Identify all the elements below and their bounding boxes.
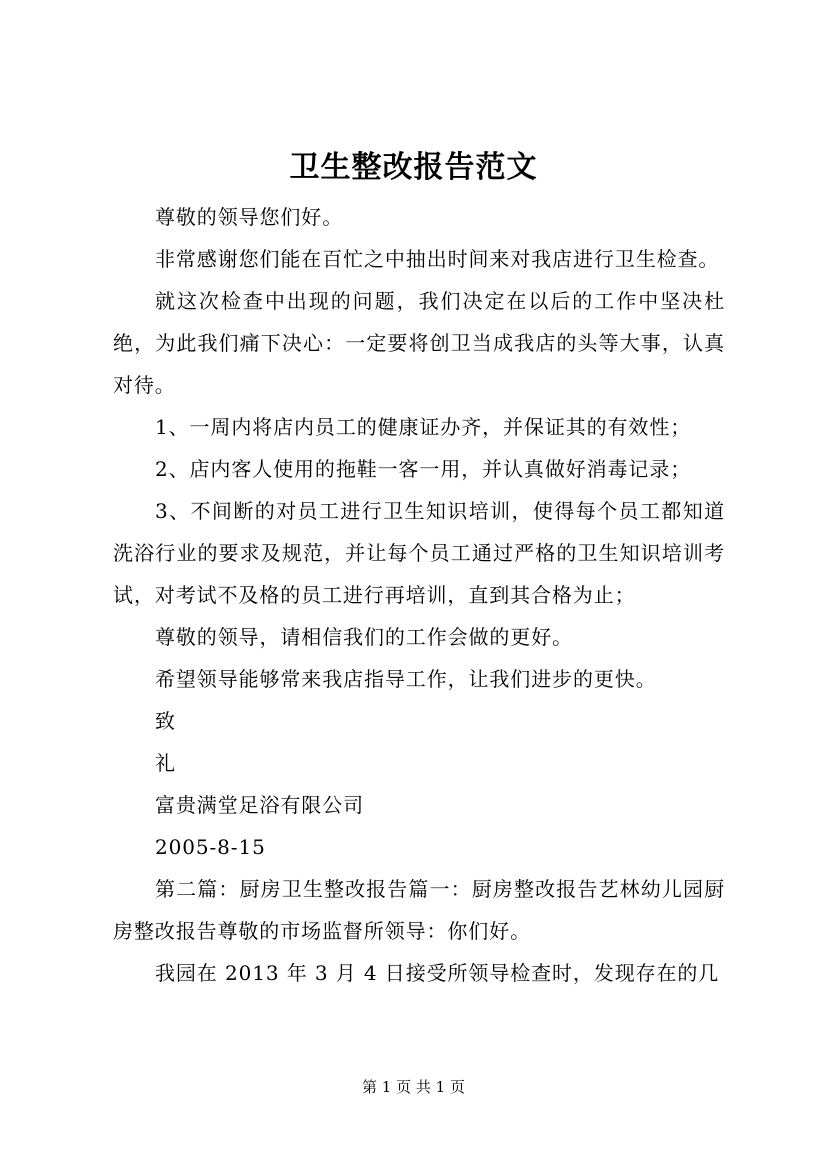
paragraph-item-2: 2、店内客人使用的拖鞋一客一用，并认真做好消毒记录； xyxy=(155,457,692,481)
paragraph-item-1: 1、一周内将店内员工的健康证办齐，并保证其的有效性； xyxy=(155,415,692,439)
document-title: 卫生整改报告范文 xyxy=(289,150,538,185)
paragraph-closing-li: 礼 xyxy=(155,751,176,775)
paragraph-hope: 希望领导能够常来我店指导工作，让我们进步的更快。 xyxy=(155,667,657,691)
paragraph-company: 富贵满堂足浴有限公司 xyxy=(155,793,364,817)
page-footer: 第 1 页 共 1 页 xyxy=(362,1078,465,1096)
paragraph-thanks: 非常感谢您们能在百忙之中抽出时间来对我店进行卫生检查。 xyxy=(155,247,720,271)
paragraph-item-3: 3、不间断的对员工进行卫生知识培训，使得每个员工都知道洗浴行业的要求及规范，并让每个员工通过严格的卫生知识培训考试，对考试不及格的员工进行再培训，直到其合格为止； xyxy=(113,499,725,607)
paragraph-date: 2005-8-15 xyxy=(155,835,266,859)
document-body xyxy=(113,196,725,994)
paragraph-inspection: 我园在 2013 年 3 月 4 日接受所领导检查时，发现存在的几 xyxy=(155,961,720,985)
paragraph-resolution: 就这次检查中出现的问题，我们决定在以后的工作中坚决杜绝，为此我们痛下决心：一定要将创卫当成我店的头等大事，认真对待。 xyxy=(113,289,725,397)
paragraph-assurance: 尊敬的领导，请相信我们的工作会做的更好。 xyxy=(155,625,573,649)
paragraph-closing-zhi: 致 xyxy=(155,709,176,733)
paragraph-salutation: 尊敬的领导您们好。 xyxy=(155,205,344,229)
paragraph-second-article: 第二篇：厨房卫生整改报告篇一：厨房整改报告艺林幼儿园厨房整改报告尊敬的市场监督所领导：你们好。 xyxy=(113,877,725,943)
